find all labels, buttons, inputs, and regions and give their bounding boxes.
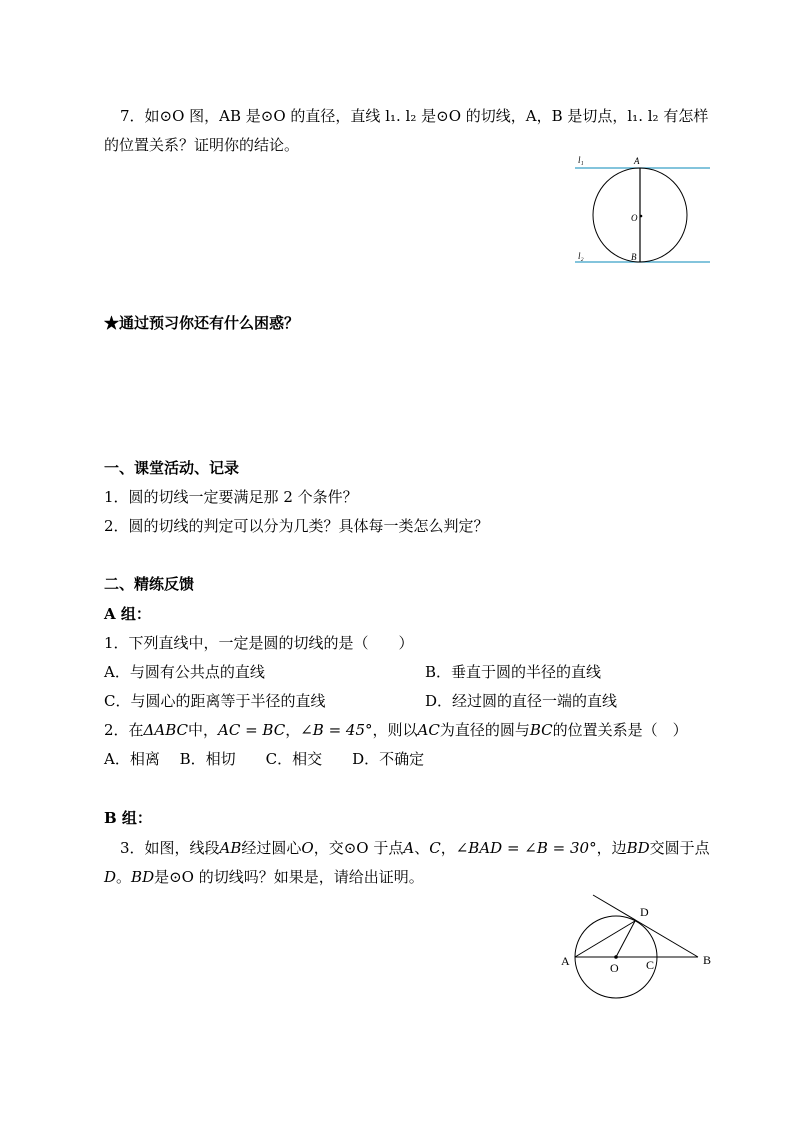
label-c-2: C — [646, 958, 655, 972]
q3-c: C — [429, 839, 441, 857]
q3-text-3: ，交⊙O 于点 — [313, 839, 404, 857]
label-b: B — [631, 252, 637, 262]
q7-line2: 的位置关系？证明你的结论。 — [104, 136, 300, 154]
label-o: O — [631, 213, 638, 223]
tangent-lines-figure — [570, 150, 715, 270]
center-point-2 — [614, 955, 618, 959]
q7-line1: 7．如⊙O 图，AB 是⊙O 的直径，直线 l₁. l₂ 是⊙O 的切线，A，B 是切点，l₁. l₂ 有怎样 — [120, 107, 709, 125]
q3-text-9: 是⊙O 的切线吗？如果是，请给出证明。 — [154, 868, 424, 886]
q3-text-8: 。 — [116, 868, 132, 886]
section1-item-2: 2．圆的切线的判定可以分为几类？具体每一类怎么判定？ — [104, 517, 489, 535]
q3-text-4: 、 — [414, 839, 430, 857]
q2-text-5: 为直径的圆与 — [439, 721, 530, 739]
label-a-2: A — [561, 954, 570, 968]
section1-title: 一、课堂活动、记录 — [104, 459, 240, 477]
q3-bd-2: BD — [131, 868, 155, 886]
q3-text-1: 3．如图，线段 — [120, 839, 220, 857]
q3-d: D — [104, 868, 117, 886]
q2-bc: BC — [529, 721, 553, 739]
label-a: A — [634, 156, 640, 166]
label-l2: l₂ — [578, 251, 584, 261]
label-b-2: B — [703, 953, 712, 967]
q2-ac: AC — [417, 721, 440, 739]
q2-equation-1: AC = BC — [218, 721, 286, 739]
label-o-2: O — [610, 961, 619, 975]
q2-triangle: ΔABC — [143, 721, 188, 739]
q3-a: A — [403, 839, 415, 857]
q3-text-6: ，边 — [596, 839, 627, 857]
q3-text-5: ， — [440, 839, 456, 857]
q2-text-4: ，则以 — [372, 721, 418, 739]
label-l1: l₁ — [578, 155, 584, 165]
q3-equation: ∠BAD = ∠B = 30° — [455, 839, 597, 857]
q3-ab: AB — [219, 839, 242, 857]
q1-option-a: A．与圆有公共点的直线 — [104, 663, 265, 681]
q2-equation-2: ∠B = 45° — [300, 721, 373, 739]
q2-stem — [104, 720, 688, 740]
group-a-label: A 组： — [104, 605, 151, 623]
q3-line1 — [120, 838, 710, 858]
q1-option-d: D．经过圆的直径一端的直线 — [425, 692, 618, 710]
center-point — [640, 215, 643, 218]
group-b-label: B 组： — [104, 809, 152, 827]
q1-option-b: B．垂直于圆的半径的直线 — [425, 663, 602, 681]
q3-text-7: 交圆于点 — [649, 839, 710, 857]
q2-text-3: ， — [285, 721, 301, 739]
q3-bd: BD — [626, 839, 650, 857]
q3-text-2: 经过圆心 — [241, 839, 302, 857]
q2-text-2: 中， — [188, 721, 219, 739]
q3-o: O — [301, 839, 314, 857]
label-d-2: D — [640, 905, 649, 919]
star-question: ★通过预习你还有什么困惑？ — [104, 314, 300, 332]
q2-options: A．相离 B．相切 C．相交 D．不确定 — [104, 750, 425, 768]
section2-title: 二、精练反馈 — [104, 575, 195, 593]
tangent-bd-figure — [555, 890, 725, 1005]
q1-stem: 1．下列直线中，一定是圆的切线的是（ ） — [104, 634, 414, 652]
section1-item-1: 1．圆的切线一定要满足那 2 个条件？ — [104, 488, 358, 506]
q2-text-6: 的位置关系是（ ） — [552, 721, 688, 739]
q2-text-1: 2．在 — [104, 721, 144, 739]
q3-line2 — [104, 867, 424, 887]
q1-option-c: C．与圆心的距离等于半径的直线 — [104, 692, 326, 710]
